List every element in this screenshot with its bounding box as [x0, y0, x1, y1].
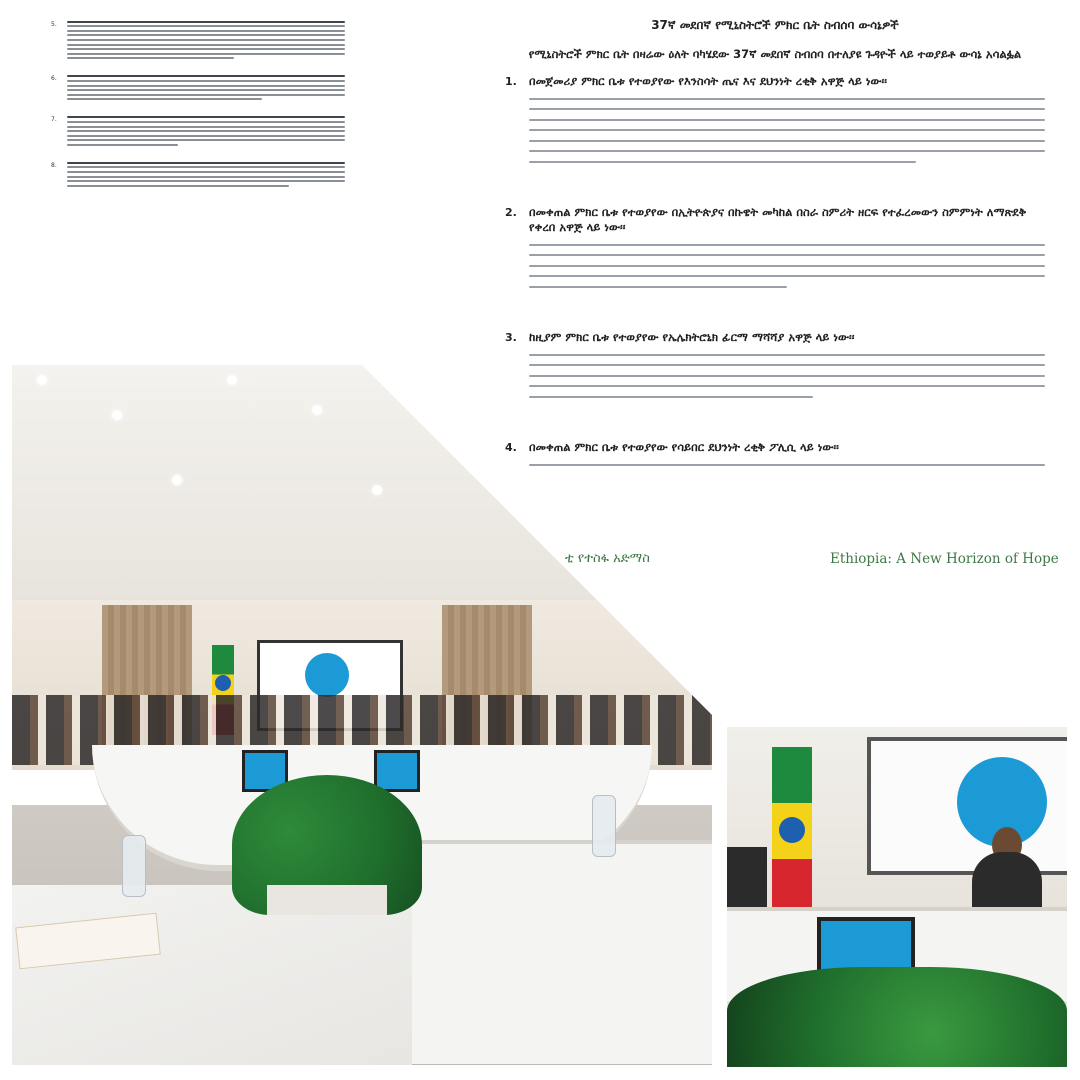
thumbnail-number: 8.	[51, 161, 57, 169]
decision-number: 1.	[505, 75, 517, 88]
document-thumbnail	[51, 18, 345, 203]
decision-heading: ከዚያም ምክር ቤቱ የተወያየው የኤሌክትሮኒክ ፊርማ ማሻሻያ አዋጅ ላይ ነው፡፡	[529, 330, 855, 344]
thumbnail-section	[51, 20, 345, 60]
thumbnail-section	[51, 116, 345, 146]
decision-heading: በመጀመሪያ ምክር ቤቱ የተወያየው የእንስሳት ጤና እና ደህንነት ረቂቅ አዋጅ ላይ ነው፡፡	[529, 74, 887, 88]
thumbnail-number: 5.	[51, 20, 57, 28]
decision-number: 4.	[505, 441, 517, 454]
thumbnail-number: 7.	[51, 116, 57, 124]
document-main	[505, 14, 1045, 474]
document-title: 37ኛ መደበኛ የሚኒስትሮች ምክር ቤት ስብሰባ ውሳኔዎች	[651, 18, 899, 32]
decision-heading: በመቀጠል ምክር ቤቱ የተወያየው የሳይበር ደህንነት ረቂቅ ፖሊሲ ላይ ነው፡፡	[529, 440, 839, 454]
decision-body-text	[529, 464, 1045, 466]
decision-item	[505, 440, 1045, 474]
office-logo-icon	[305, 653, 349, 697]
prime-minister-at-desk-photo	[727, 727, 1067, 1067]
thumbnail-section	[51, 161, 345, 187]
decision-item	[505, 74, 1045, 171]
plant-arrangement	[727, 967, 1067, 1067]
decision-item	[505, 330, 1045, 406]
thumbnail-number: 6.	[51, 75, 57, 83]
decision-number: 3.	[505, 331, 517, 344]
decision-body-text	[529, 354, 1045, 398]
decision-item	[505, 205, 1045, 296]
decision-body-text	[529, 244, 1045, 288]
document-subtitle: የሚኒስትሮች ምክር ቤት በዛሬው ዕለት ባካሄደው 37ኛ መደበኛ ስብሰባ በተለያዩ ጉዳዮች ላይ ተወያይቶ ውሳኔ አሳልፏል	[528, 47, 1022, 61]
footer-slogan-english: Ethiopia: A New Horizon of Hope	[830, 551, 1059, 567]
table-monitor	[374, 750, 420, 792]
decision-number: 2.	[505, 206, 517, 219]
decision-body-text	[529, 98, 1045, 163]
footer-slogan-amharic: ቲ የተስፋ አድማስ	[565, 551, 650, 566]
decision-heading: በመቀጠል ምክር ቤቱ የተወያየው በኢትዮጵያና በኩዌት መካከል በስራ ስምሪት ዘርፍ የተፈረመውን ስምምነት ለማጽደቅ የቀረበ አዋጅ ላይ ነው፡፡	[529, 205, 1027, 234]
thumbnail-section	[51, 75, 345, 100]
